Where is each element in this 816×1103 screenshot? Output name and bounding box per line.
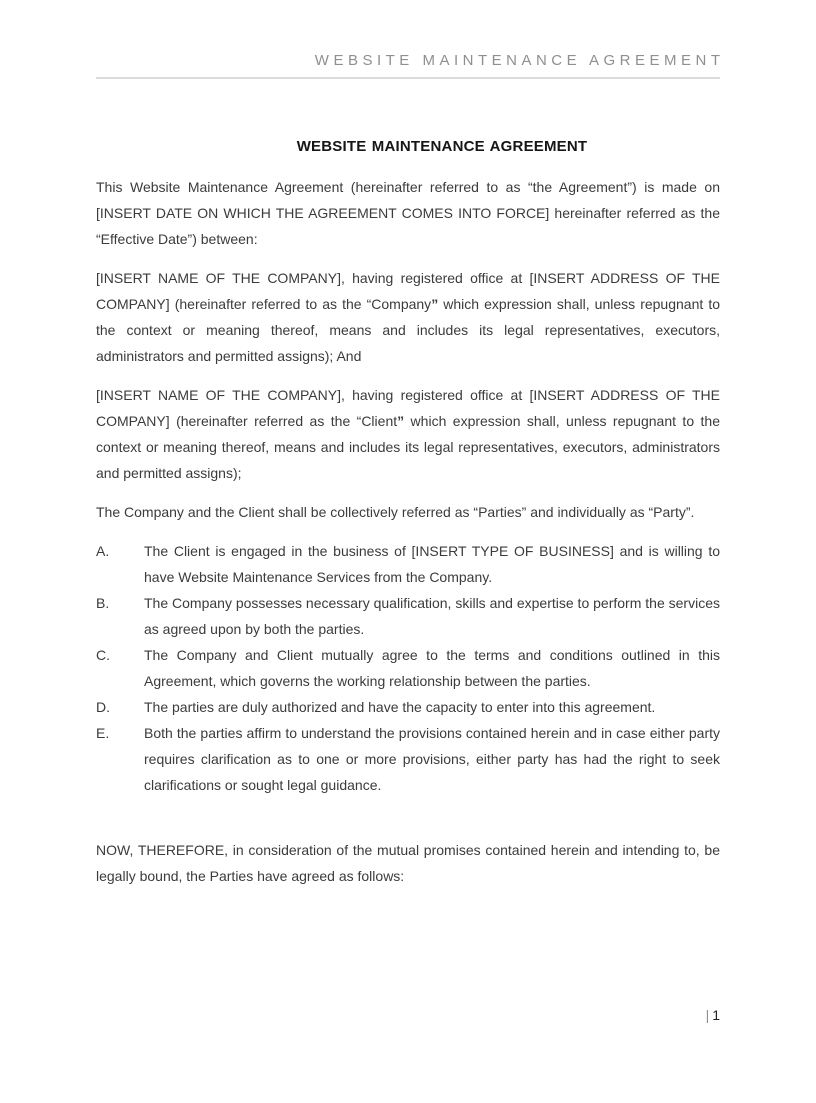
paragraph-intro: This Website Maintenance Agreement (hereinafter referred to as “the Agreement”) is made on [INSERT DATE ON WHICH THE AGREEMENT COMES INTO FORCE] hereinafter referred as the “Effective Date”) between: xyxy=(96,179,720,247)
list-item-marker: E. xyxy=(96,725,110,741)
list-item-marker: B. xyxy=(96,595,110,611)
list-item-text: The Company and Client mutually agree to the terms and conditions outlined in this Agreement, which governs the working relationship between the parties. xyxy=(144,647,720,689)
list-item xyxy=(96,720,720,798)
paragraph-client xyxy=(96,382,720,486)
paragraph-company xyxy=(96,265,720,369)
page-footer xyxy=(706,1004,720,1026)
page-number-separator: | xyxy=(705,1007,710,1023)
paragraph-parties: The Company and the Client shall be collectively referred as “Parties” and individually as “Party”. xyxy=(96,504,695,520)
list-item xyxy=(96,642,720,694)
list-item-text: The Client is engaged in the business of [INSERT TYPE OF BUSINESS] and is willing to have Website Maintenance Services from the Company. xyxy=(144,543,720,585)
page-number: 1 xyxy=(712,1007,720,1023)
list-item xyxy=(96,590,720,642)
list-item xyxy=(96,538,720,590)
list-item-text: Both the parties affirm to understand the provisions contained herein and in case either party requires clarification as to one or more provisions, either party has had the right to seek clarifications or sought legal guidance. xyxy=(144,725,720,793)
paragraph-company-text-continued: which expression shall, unless repugnant to the context or meaning thereof, means and includes its legal representatives, executors, administrators and permitted assigns); And xyxy=(96,296,720,364)
list-item-text: The Company possesses necessary qualification, skills and expertise to perform the services as agreed upon by both the parties. xyxy=(144,595,720,637)
paragraph-company-bold-quote: ” xyxy=(431,296,439,312)
paragraph-client-text: [INSERT NAME OF THE COMPANY], having registered office at [INSERT ADDRESS OF THE COMPANY] (hereinafter referred as the “Client xyxy=(96,387,720,429)
paragraph-client-bold-quote: ” xyxy=(397,413,405,429)
page-header xyxy=(96,47,725,79)
list-item-marker: D. xyxy=(96,699,110,715)
list-item xyxy=(96,694,720,720)
paragraph-company-text: [INSERT NAME OF THE COMPANY], having registered office at [INSERT ADDRESS OF THE COMPANY] (hereinafter referred to as the “Company xyxy=(96,270,720,312)
paragraph-now-therefore: NOW, THEREFORE, in consideration of the mutual promises contained herein and intending to, be legally bound, the Parties have agreed as follows: xyxy=(96,842,720,884)
paragraph-client-text-continued: which expression shall, unless repugnant to the context or meaning thereof, means and includes its legal representatives, executors, administrators and permitted assigns); xyxy=(96,413,720,481)
document-body xyxy=(96,136,720,889)
list-item-marker: A. xyxy=(96,543,110,559)
document-page xyxy=(0,47,816,1103)
recitals-list xyxy=(96,538,720,798)
document-title: WEBSITE MAINTENANCE AGREEMENT xyxy=(296,138,588,155)
header-title: WEBSITE MAINTENANCE AGREEMENT xyxy=(314,52,725,69)
list-item-marker: C. xyxy=(96,647,110,663)
list-item-text: The parties are duly authorized and have the capacity to enter into this agreement. xyxy=(144,699,656,715)
